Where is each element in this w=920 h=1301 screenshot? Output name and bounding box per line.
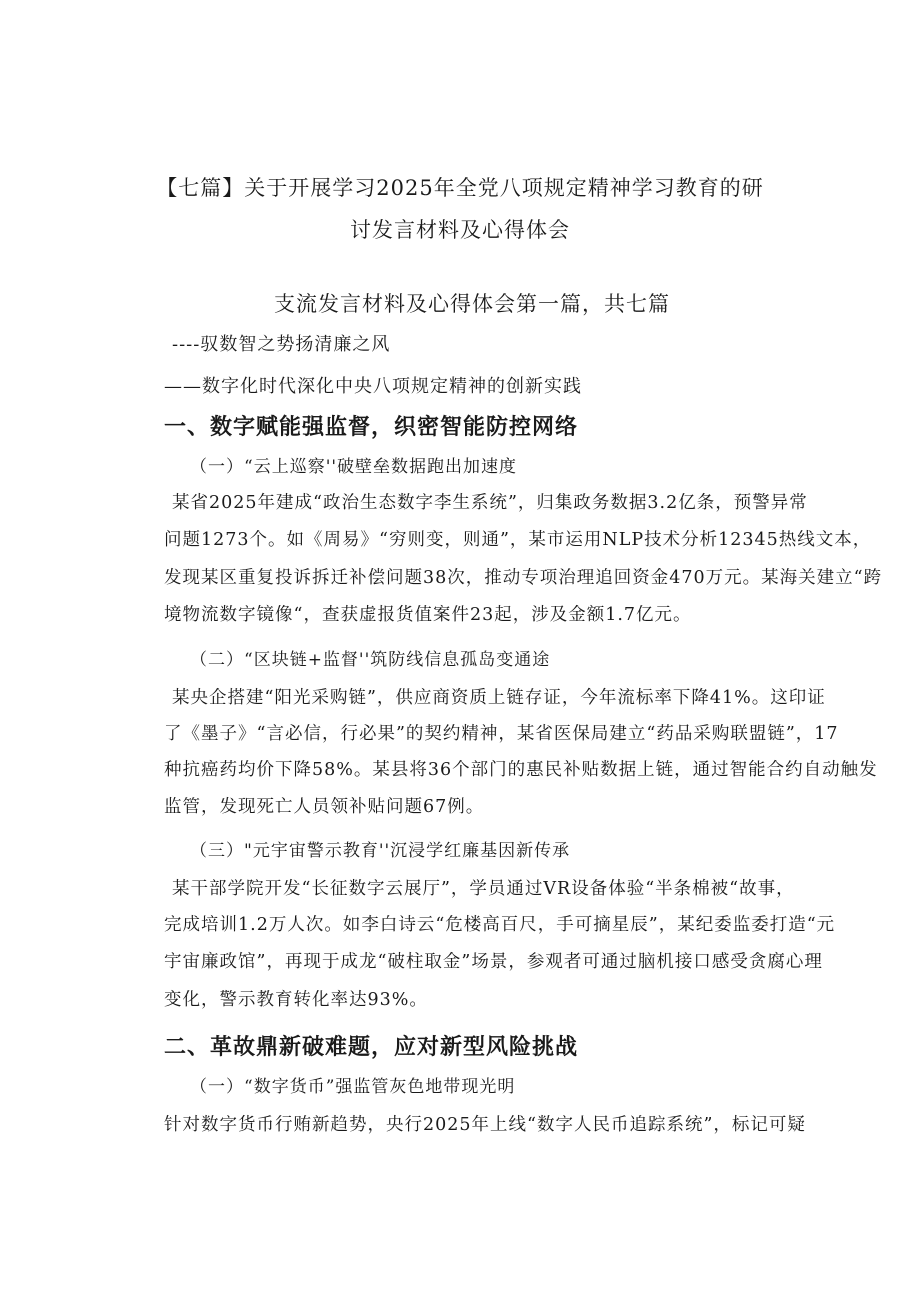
part-heading: 支流发言材料及心得体会第一篇，共七篇: [274, 292, 670, 316]
paragraph-line: 监管，发现死亡人员领补贴问题67例。: [164, 797, 485, 817]
paragraph-line: 针对数字货币行贿新趋势，央行2025年上线“数字人民币追踪系统”，标记可疑: [164, 1115, 806, 1135]
subsection-heading-2-1: （一）“数字货币”强监管灰色地带现光明: [190, 1077, 516, 1097]
section-heading-1: 一、数字赋能强监督，织密智能防控网络: [164, 415, 579, 440]
section-heading-2: 二、革故鼎新破难题，应对新型风险挑战: [164, 1035, 579, 1060]
paragraph-line: 某省2025年建成“政治生态数字李生系统”，归集政务数据3.2亿条，预警异常: [172, 493, 808, 513]
paragraph-line: 宇宙廉政馆”，再现于成龙“破柱取金”场景，参观者可通过脑机接口感受贪腐心理: [164, 952, 823, 972]
paragraph-line: 完成培训1.2万人次。如李白诗云“危楼高百尺，手可摘星辰”，某纪委监委打造“元: [164, 915, 836, 935]
paragraph-line: 发现某区重复投诉拆迁补偿问题38次，推动专项治理追回资金470万元。某海关建立“跨: [164, 568, 883, 588]
subsection-heading-1-3: （三）"元宇宙警示教育''沉浸学红廉基因新传承: [190, 841, 571, 861]
subtitle-theme: ——数字化时代深化中央八项规定精神的创新实践: [164, 376, 582, 397]
subtitle-motto: ----驭数智之势扬清廉之风: [172, 334, 391, 355]
paragraph-line: 问题1273个。如《周易》“穷则变，则通”，某市运用NLP技术分析12345热线文本，: [164, 530, 872, 550]
paragraph-line: 了《墨子》“言必信，行必果”的契约精神，某省医保局建立“药品采购联盟链”，17: [164, 724, 839, 744]
paragraph-line: 变化，警示教育转化率达93%。: [164, 990, 428, 1010]
paragraph-line: 某干部学院开发“长征数字云展厅”，学员通过VR设备体验“半条棉被“故事，: [172, 879, 795, 899]
subsection-heading-1-2: （二）“区块链+监督''筑防线信息孤岛变通途: [190, 650, 551, 670]
document-title-line-1: 【七篇】关于开展学习2025年全党八项规定精神学习教育的研: [156, 176, 764, 200]
document-title-line-2: 讨发言材料及心得体会: [350, 218, 570, 242]
paragraph-line: 某央企搭建“阳光采购链”，供应商资质上链存证，今年流标率下降41%。这印证: [172, 688, 826, 708]
paragraph-line: 境物流数字镜像“，查获虚报货值案件23起，涉及金额1.7亿元。: [164, 605, 692, 625]
paragraph-line: 种抗癌药均价下降58%。某县将36个部门的惠民补贴数据上链，通过智能合约自动触发: [164, 760, 878, 780]
subsection-heading-1-1: （一）“云上巡察''破壁垒数据跑出加速度: [190, 457, 518, 477]
